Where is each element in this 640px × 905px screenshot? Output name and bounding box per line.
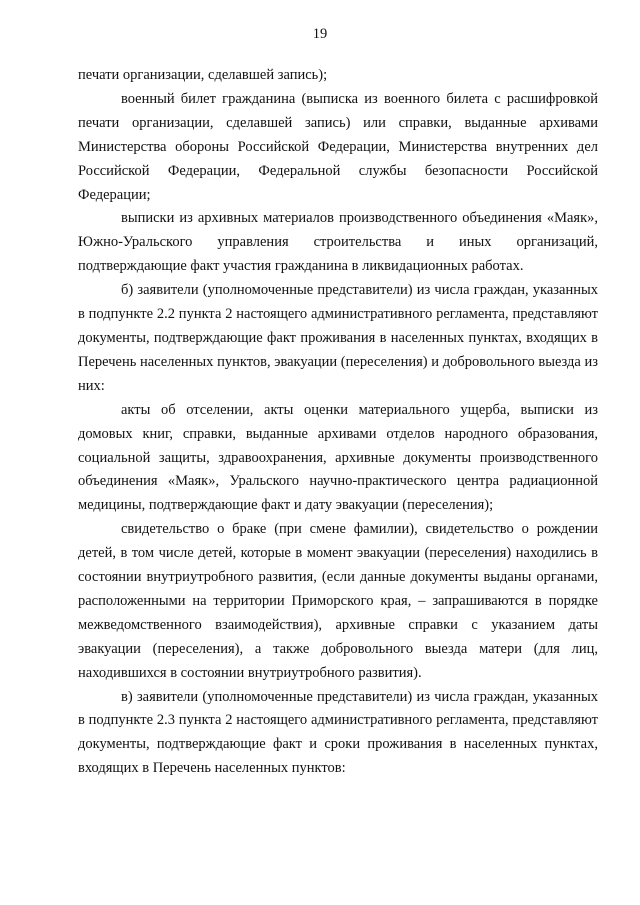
- paragraph-certificates: свидетельство о браке (при смене фамилии), свидетельство о рождении детей, в том числе детей, которые в момент эвакуации (переселения) находились в состоянии внутриутробного развития, (если данные документы выданы органами, расположенными на территории Приморского края, – запрашиваются в порядке межведомственного взаимодействия), архивные справки с указанием даты эвакуации (переселения), а также добровольного выезда матери (для лиц, находившихся в состоянии внутриутробного развития).: [78, 521, 598, 681]
- paragraph-continuation: печати организации, сделавшей запись);: [78, 67, 328, 83]
- paragraph-resettlement-acts: акты об отселении, акты оценки материального ущерба, выписки из домовых книг, справки, выданные архивами отделов народного образования, социальной защиты, здравоохранения, архивные документы производственного объединения «Маяк», Уральского научно-практического центра радиационной медицины, подтверждающие факт и дату эвакуации (переселения);: [78, 401, 598, 514]
- paragraph-military-id: военный билет гражданина (выписка из военного билета с расшифровкой печати организации, сделавшей запись) или справки, выданные архивами Министерства обороны Российской Федерации, Министерства внутренних дел Российской Федерации, Федеральной службы безопасности Российской Федерации;: [78, 90, 598, 203]
- paragraph-item-v: в) заявители (уполномоченные представители) из числа граждан, указанных в подпункте 2.3 пункта 2 настоящего административного регламента, представляют документы, подтверждающие факт и сроки проживания в населенных пунктах, входящих в Перечень населенных пунктов:: [78, 688, 598, 777]
- paragraph-archive-extracts: выписки из архивных материалов производственного объединения «Маяк», Южно-Уральского управления строительства и иных организаций, подтверждающие факт участия гражданина в ликвидационных работах.: [78, 210, 598, 275]
- paragraph-item-b: б) заявители (уполномоченные представители) из числа граждан, указанных в подпункте 2.2 пункта 2 настоящего административного регламента, представляют документы, подтверждающие факт проживания в населенных пунктах, входящих в Перечень населенных пунктов, эвакуации (переселения) и добровольного выезда из них:: [78, 282, 598, 394]
- document-body: [78, 64, 598, 781]
- page-number: 19: [312, 26, 328, 42]
